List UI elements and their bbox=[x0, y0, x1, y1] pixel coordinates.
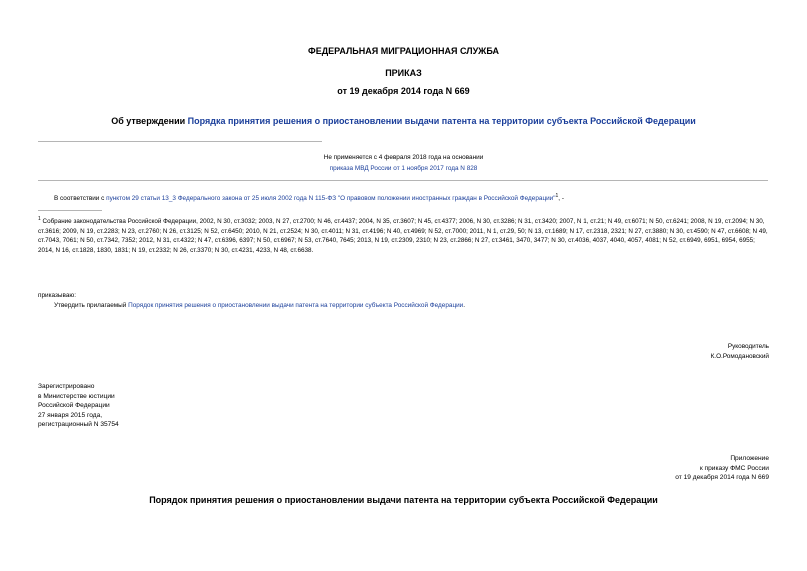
document-type: ПРИКАЗ bbox=[385, 68, 422, 78]
status-note-link-row bbox=[0, 165, 807, 172]
approve-prefix: Утвердить прилагаемый bbox=[54, 302, 129, 309]
appendix-line: Приложение bbox=[730, 455, 769, 462]
signature-position: Руководитель bbox=[727, 343, 769, 350]
preamble-text: В соответствии с bbox=[54, 195, 107, 203]
status-link[interactable]: приказа МВД России от 1 ноября 2017 года N 828 bbox=[329, 165, 478, 172]
registration-line: регистрационный N 35754 bbox=[38, 421, 119, 429]
footnote-text: Собрание законодательства Российской Федерации, 2002, N 30, ст.3032; 2003, N 27, ст.2700; N 46, ст.4437; 2004, N 35, ст.3607; N 45, ст.4377; 2006, N 30, ст.3286; N 31, ст.3420; 2007, N 1, ст.21; N 49, ст.6071; N 50, ст.6241; 2008, N 19, ст.2094; N 30, ст.3616; 2009, N 19, ст.2283; N 23, ст.2760; N 26, ст.3125; N 52, ст.6450; 2010, N 21, ст.2524; N 30, ст.4011; N 31, ст.4196; N 40, ст.4969; N 52, ст.7000; 2011, N 1, ст.29, 50; N 13, ст.1689; N 17, ст.2318, 2321; N 27, ст.3880; N 30, ст.4590; N 47, ст.6608; N 49, ст.7043, 7061; N 50, ст.7342, 7352; 2012, N 31, ст.4322; N 47, ст.6396, 6397; N 50, ст.6967; N 53, ст.7640, 7645; 2013, N 19, ст.2309, 2310; N 23, ст.2866; N 27, ст.3461, 3470, 3477; N 30, ст.4036, 4037, 4040, 4057, 4081; N 52, ст.6949, 6951, 6954, 6955; 2014, N 16, ст.1828, 1830, 1831; N 19, ст.2332; N 26, ст.3370; N 30, ст.4231, 4233, N 48, ст.6638. bbox=[38, 218, 768, 254]
approve-line bbox=[54, 302, 465, 309]
preamble-tail: , - bbox=[558, 195, 564, 203]
registration-line: Российской Федерации bbox=[38, 402, 110, 410]
registration-block bbox=[38, 382, 119, 430]
appendix-title: Порядок принятия решения о приостановлении выдачи патента на территории субъекта Российской Федерации bbox=[149, 495, 658, 505]
appendix-line: от 19 декабря 2014 года N 669 bbox=[675, 474, 769, 482]
document-date: от 19 декабря 2014 года N 669 bbox=[337, 86, 470, 96]
title-prefix: Об утверждении bbox=[111, 116, 188, 126]
signature-name: К.О.Ромодановский bbox=[710, 353, 769, 360]
preamble-link[interactable]: пунктом 29 статьи 13_3 Федерального закона от 25 июля 2002 года N 115-ФЗ "О правовом положении иностранных граждан в Российской Федерации" bbox=[106, 195, 556, 203]
appendix-block bbox=[675, 454, 769, 483]
title-link[interactable]: Порядка принятия решения о приостановлении выдачи патента на территории субъекта Российской Федерации bbox=[187, 116, 696, 126]
document-title bbox=[0, 116, 807, 126]
appendix-line: к приказу ФМС России bbox=[699, 464, 769, 472]
registration-line: 27 января 2015 года, bbox=[38, 411, 103, 419]
status-note: Не применяется с 4 февраля 2018 года на основании bbox=[323, 154, 484, 161]
approve-link[interactable]: Порядок принятия решения о приостановлении выдачи патента на территории субъекта Российской Федерации bbox=[128, 302, 464, 309]
divider-top bbox=[38, 141, 322, 142]
divider-status bbox=[38, 180, 768, 181]
approve-suffix: . bbox=[463, 302, 466, 309]
footnote-mark: 1 bbox=[38, 216, 41, 222]
footnote-divider bbox=[38, 210, 102, 211]
agency-name: ФЕДЕРАЛЬНАЯ МИГРАЦИОННАЯ СЛУЖБА bbox=[308, 46, 499, 56]
registration-line: в Министерстве юстиции bbox=[38, 392, 115, 400]
preamble bbox=[54, 193, 564, 202]
footnote bbox=[38, 215, 768, 255]
prikazyvayu: приказываю: bbox=[38, 292, 76, 299]
registration-line: Зарегистрировано bbox=[38, 383, 95, 390]
preamble-footnote-mark: 1 bbox=[555, 193, 559, 199]
